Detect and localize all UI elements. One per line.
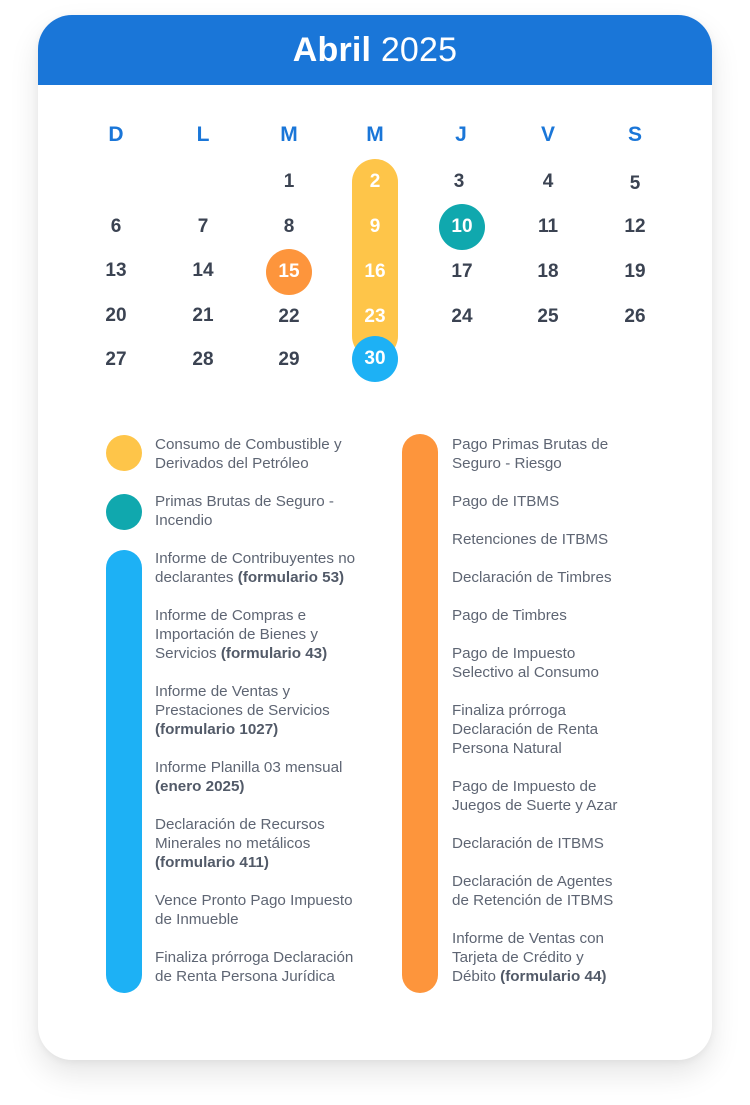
day-27: 27 xyxy=(105,349,127,370)
legend-payroll-03: Informe Planilla 03 mensual (enero 2025) xyxy=(155,759,343,795)
legend-stamps-declaration: Declaración de Timbres xyxy=(452,569,612,586)
legend-property-tax: Vence Pronto Pago Impuesto de Inmueble xyxy=(155,892,353,928)
legend-itbms-payment: Pago de ITBMS xyxy=(452,493,560,510)
day-25: 25 xyxy=(537,306,559,327)
day-24: 24 xyxy=(451,306,473,327)
legend-withholding-agents: Declaración de Agentes de Retención de ITBMS xyxy=(452,873,614,909)
weekday-saturday: S xyxy=(627,123,642,146)
day-9: 9 xyxy=(369,216,381,237)
day-7: 7 xyxy=(197,216,209,237)
legend-gaming-tax: Pago de Impuesto de Juegos de Suerte y Azar xyxy=(452,778,618,814)
day-17: 17 xyxy=(451,261,473,282)
day-5: 5 xyxy=(629,173,641,194)
legend-stamps-payment: Pago de Timbres xyxy=(452,607,567,624)
weekday-friday: V xyxy=(540,123,555,146)
legend-itbms-declaration: Declaración de ITBMS xyxy=(452,835,604,852)
day-4: 4 xyxy=(542,171,554,192)
day-15: 15 xyxy=(266,249,312,295)
day-20: 20 xyxy=(105,305,127,326)
legend-itbms-withholding: Retenciones de ITBMS xyxy=(452,531,609,548)
day-16: 16 xyxy=(364,261,386,282)
legend-form-44: Informe de Ventas con Tarjeta de Crédito y Débito (formulario 44) xyxy=(452,930,607,985)
day-29: 29 xyxy=(278,349,300,370)
legend-orange-bar xyxy=(402,434,438,993)
weekday-thursday: J xyxy=(455,123,467,146)
legend-personal-income: Finaliza prórroga Declaración de Renta Persona Natural xyxy=(452,702,599,757)
legend-form-43: Informe de Compras e Importación de Bienes y Servicios (formulario 43) xyxy=(155,607,328,662)
legend-fuel-consumption: Consumo de Combustible y Derivados del Petróleo xyxy=(155,436,342,472)
day-14: 14 xyxy=(192,260,214,281)
day-11: 11 xyxy=(537,216,559,237)
day-19: 19 xyxy=(624,261,646,282)
legend-blue-bar xyxy=(106,550,142,993)
header-year: 2025 xyxy=(380,31,458,69)
day-18: 18 xyxy=(537,261,559,282)
day-1: 1 xyxy=(283,171,295,192)
legend-fire-insurance: Primas Brutas de Seguro - Incendio xyxy=(155,493,334,529)
header-month: Abril xyxy=(292,31,372,69)
day-8: 8 xyxy=(283,216,295,237)
day-30: 30 xyxy=(352,336,398,382)
legend-teal-dot xyxy=(106,494,142,530)
day-23: 23 xyxy=(364,306,386,327)
day-28: 28 xyxy=(192,349,214,370)
legend-selective-tax: Pago de Impuesto Selectivo al Consumo xyxy=(452,645,599,681)
day-26: 26 xyxy=(624,306,646,327)
weekday-tuesday: M xyxy=(280,123,298,146)
legend-risk-insurance: Pago Primas Brutas de Seguro - Riesgo xyxy=(452,436,609,472)
day-10: 10 xyxy=(439,204,485,250)
day-21: 21 xyxy=(192,305,214,326)
day-2: 2 xyxy=(369,171,381,192)
weekday-wednesday: M xyxy=(366,123,384,146)
legend-yellow-dot xyxy=(106,435,142,471)
legend-corporate-income: Finaliza prórroga Declaración de Renta Persona Jurídica xyxy=(155,949,354,985)
legend-form-1027: Informe de Ventas y Prestaciones de Servicios (formulario 1027) xyxy=(155,683,330,738)
calendar-card xyxy=(38,15,712,1060)
calendar-header xyxy=(38,15,712,85)
weekday-sunday: D xyxy=(108,123,124,146)
weekday-monday: L xyxy=(196,123,210,146)
day-13: 13 xyxy=(105,260,127,281)
day-22: 22 xyxy=(278,306,300,327)
legend-form-53: Informe de Contribuyentes no declarantes (formulario 53) xyxy=(155,550,356,586)
day-12: 12 xyxy=(624,216,646,237)
day-6: 6 xyxy=(110,216,122,237)
legend-form-411: Declaración de Recursos Minerales no metálicos (formulario 411) xyxy=(155,816,325,871)
day-3: 3 xyxy=(453,171,465,192)
